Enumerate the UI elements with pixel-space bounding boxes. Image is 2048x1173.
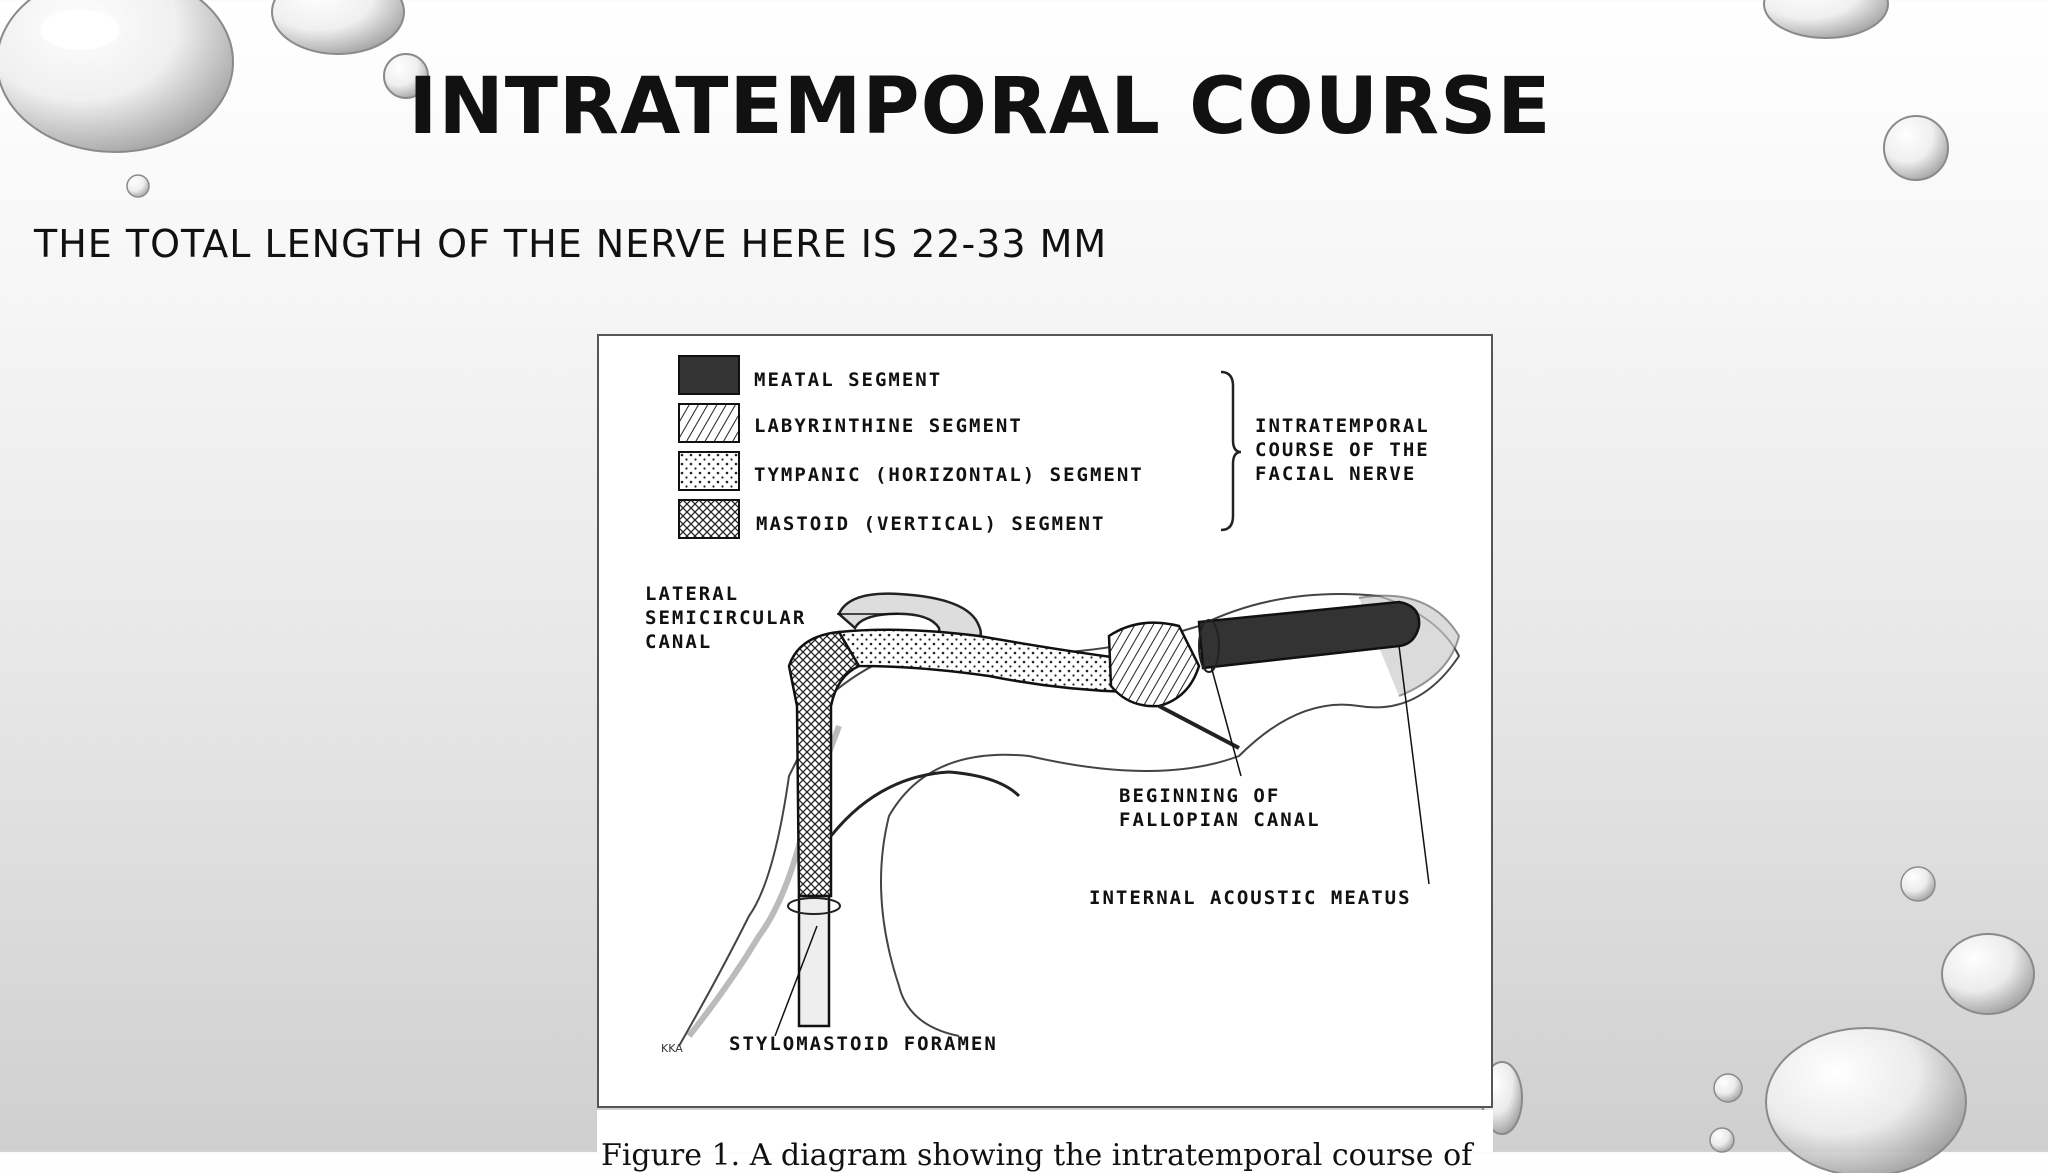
drop-top-right	[1764, 0, 1888, 38]
labyrinthine-segment	[1109, 623, 1199, 707]
facial-nerve-diagram	[599, 336, 1491, 1106]
artist-mark: KKA	[661, 1042, 683, 1055]
mastoid-vertical-segment	[789, 632, 859, 896]
legend-brace	[1221, 372, 1241, 530]
drop-right-4	[1714, 1074, 1742, 1102]
brace-label-line-1: INTRATEMPORAL	[1255, 415, 1430, 437]
label-stylomastoid-foramen: STYLOMASTOID FORAMEN	[729, 1033, 998, 1055]
legend-item-labyrinthine	[679, 404, 1023, 442]
legend-swatch-cross-hatched	[679, 500, 739, 538]
label-fallopian-line-1: BEGINNING OF	[1119, 785, 1281, 807]
figure-frame	[597, 334, 1493, 1108]
drop-right-2	[1901, 867, 1935, 901]
legend-swatch-dotted	[679, 452, 739, 490]
legend-item-mastoid	[679, 500, 1105, 538]
slide-subtitle: THE TOTAL LENGTH OF THE NERVE HERE IS 22-33 MM	[34, 222, 1108, 266]
label-internal-acoustic-meatus: INTERNAL ACOUSTIC MEATUS	[1089, 887, 1412, 909]
brace-label-line-3: FACIAL NERVE	[1255, 463, 1417, 485]
figure-caption: Figure 1. A diagram showing the intratemporal course of	[601, 1138, 1473, 1173]
drop-small-2	[127, 175, 149, 197]
slide-title: INTRATEMPORAL COURSE	[408, 62, 1552, 152]
legend-label: TYMPANIC (HORIZONTAL) SEGMENT	[754, 464, 1144, 486]
brace-label-line-2: COURSE OF THE	[1255, 439, 1430, 461]
legend-label: LABYRINTHINE SEGMENT	[754, 415, 1023, 437]
legend-item-tympanic	[679, 452, 1144, 490]
label-lateral-line-3: CANAL	[645, 631, 713, 653]
drop-right-5	[1710, 1128, 1734, 1152]
legend	[679, 356, 1144, 538]
legend-swatch-hatched	[679, 404, 739, 442]
legend-label: MEATAL SEGMENT	[754, 369, 943, 391]
label-fallopian-line-2: FALLOPIAN CANAL	[1119, 809, 1321, 831]
drop-top-left-medium	[272, 0, 404, 54]
figure-caption-strip	[597, 1110, 1493, 1173]
drop-right-3	[1942, 934, 2034, 1014]
legend-swatch-solid	[679, 356, 739, 394]
drop-bottom-right-large	[1766, 1028, 1966, 1173]
chorda-tympani	[831, 772, 1019, 836]
label-lateral-line-1: LATERAL	[645, 583, 740, 605]
legend-label: MASTOID (VERTICAL) SEGMENT	[756, 513, 1106, 535]
legend-item-meatal	[679, 356, 942, 394]
tympanic-horizontal-segment	[839, 630, 1129, 692]
label-lateral-line-2: SEMICIRCULAR	[645, 607, 807, 629]
